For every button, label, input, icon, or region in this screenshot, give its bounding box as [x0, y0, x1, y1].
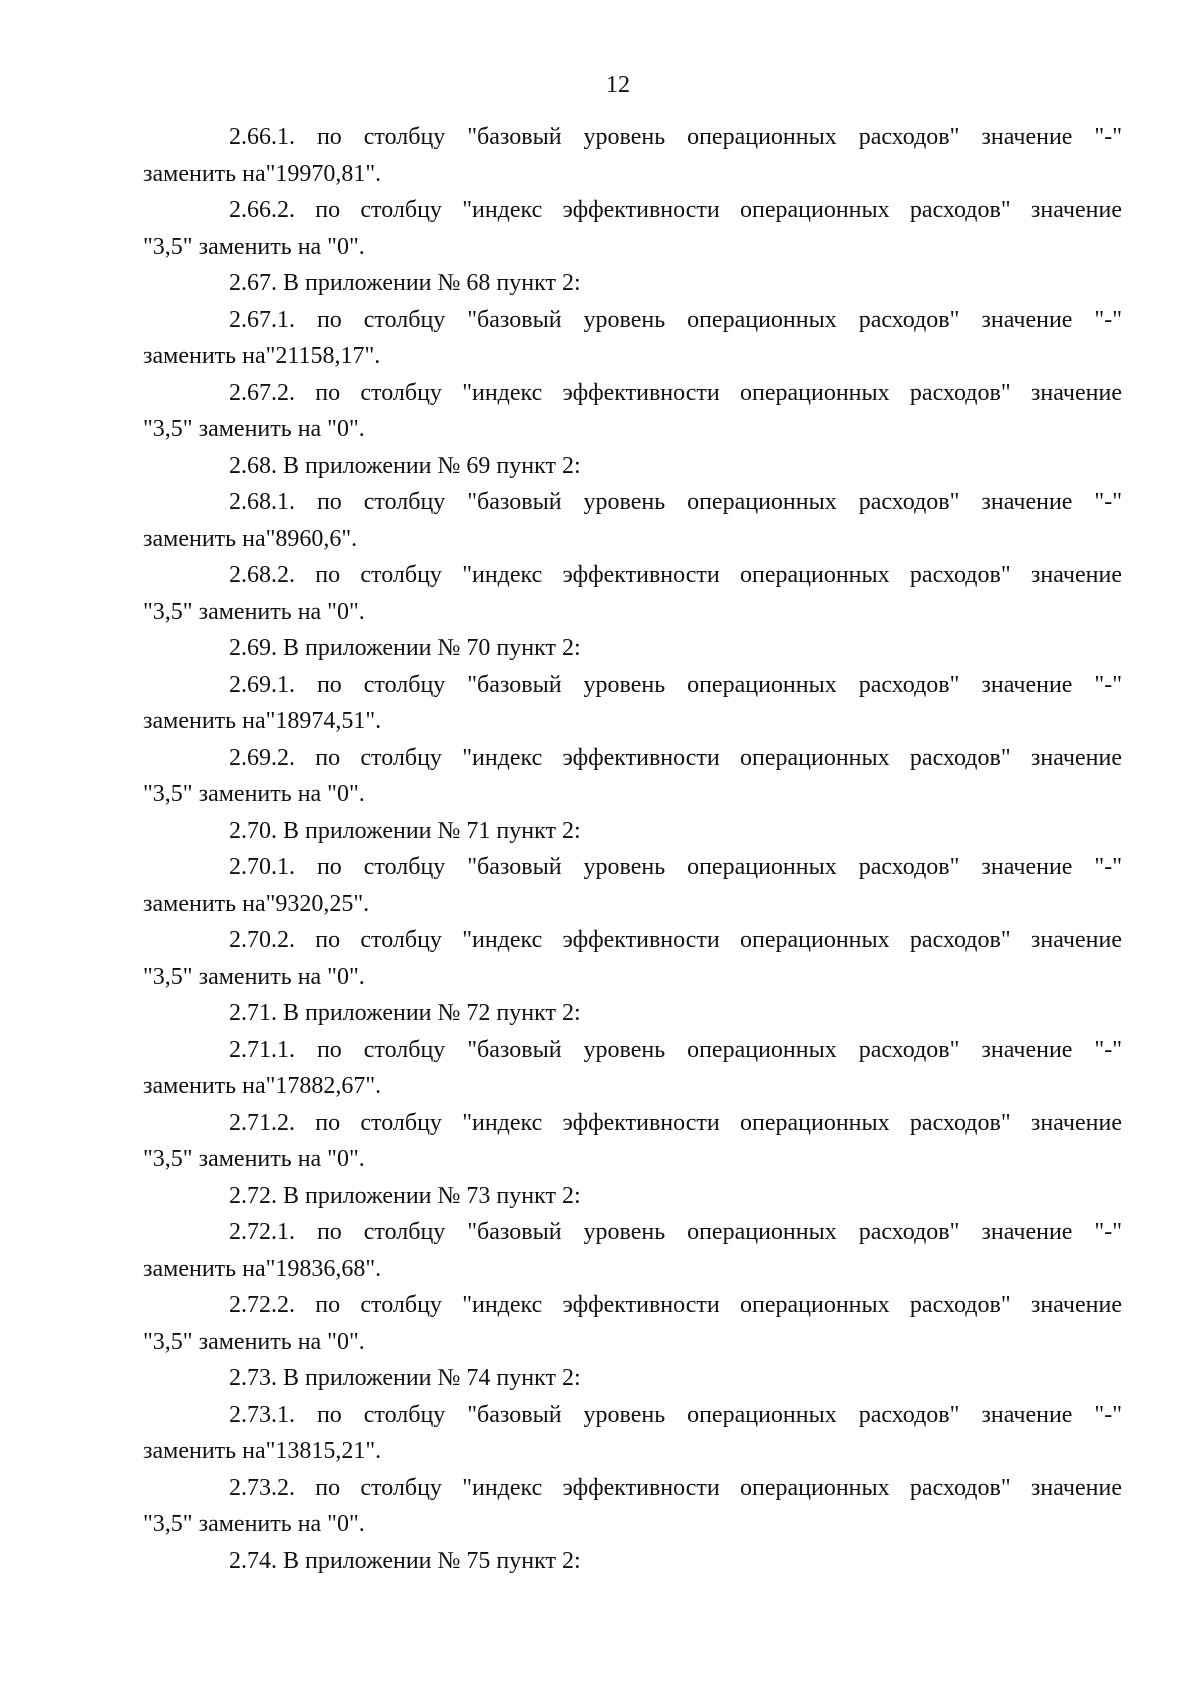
paragraph-text: 2.73. В приложении № 74 пункт 2: — [229, 1365, 581, 1391]
paragraph-line-continuation: заменить на"13815,21". — [143, 1438, 382, 1464]
paragraph — [143, 375, 1122, 448]
page-number: 12 — [606, 72, 630, 98]
paragraph — [143, 1397, 1122, 1470]
paragraph-line-continuation: заменить на"19836,68". — [143, 1255, 382, 1282]
paragraph — [143, 119, 1122, 192]
paragraph — [143, 192, 1122, 265]
paragraph-line-first: 2.66.1. по столбцу "базовый уровень операционных расходов" значение "-" — [229, 124, 1122, 150]
paragraph-line-first: 2.72.2. по столбцу "индекс эффективности операционных расходов" значение — [229, 1292, 1122, 1318]
paragraph — [143, 740, 1122, 813]
paragraph-line-continuation: "3,5" заменить на "0". — [143, 1511, 365, 1537]
paragraph-text: 2.71. В приложении № 72 пункт 2: — [229, 1000, 581, 1026]
paragraph — [143, 922, 1122, 995]
paragraph-line-first: 2.70.1. по столбцу "базовый уровень операционных расходов" значение "-" — [229, 854, 1122, 880]
paragraph-line-continuation: "3,5" заменить на "0". — [143, 598, 365, 625]
paragraph-line-continuation: заменить на"18974,51". — [143, 708, 382, 734]
paragraph-line-first: 2.67.1. по столбцу "базовый уровень операционных расходов" значение "-" — [229, 306, 1122, 333]
paragraph-line-first: 2.71.1. по столбцу "базовый уровень операционных расходов" значение "-" — [229, 1036, 1122, 1063]
paragraph — [143, 1470, 1122, 1543]
paragraph-line-continuation: заменить на"9320,25". — [143, 890, 370, 917]
paragraph — [143, 1214, 1122, 1287]
paragraph-text: 2.70. В приложении № 71 пункт 2: — [229, 817, 581, 844]
paragraph-line-first: 2.69.1. по столбцу "базовый уровень операционных расходов" значение "-" — [229, 671, 1122, 698]
paragraph-line-first: 2.68.1. по столбцу "базовый уровень операционных расходов" значение "-" — [229, 489, 1122, 515]
paragraph-line-continuation: "3,5" заменить на "0". — [143, 963, 365, 990]
paragraph — [143, 448, 1122, 485]
paragraph — [143, 265, 1122, 302]
paragraph-line-first: 2.73.2. по столбцу "индекс эффективности операционных расходов" значение — [229, 1474, 1122, 1501]
paragraph — [143, 813, 1122, 850]
paragraph-text: 2.69. В приложении № 70 пункт 2: — [229, 635, 581, 661]
paragraph-line-first: 2.68.2. по столбцу "индекс эффективности операционных расходов" значение — [229, 562, 1122, 588]
paragraph-line-first: 2.70.2. по столбцу "индекс эффективности операционных расходов" значение — [229, 927, 1122, 953]
paragraph — [143, 1105, 1122, 1178]
paragraph-text: 2.68. В приложении № 69 пункт 2: — [229, 452, 581, 479]
paragraph-line-first: 2.73.1. по столбцу "базовый уровень операционных расходов" значение "-" — [229, 1401, 1122, 1428]
paragraph-line-continuation: "3,5" заменить на "0". — [143, 233, 365, 260]
paragraph — [143, 484, 1122, 557]
paragraph-line-continuation: заменить на"21158,17". — [143, 343, 381, 369]
paragraph — [143, 302, 1122, 375]
paragraph-line-continuation: заменить на"8960,6". — [143, 525, 358, 552]
paragraph-line-continuation: "3,5" заменить на "0". — [143, 781, 365, 807]
paragraph — [143, 1287, 1122, 1360]
paragraph-line-continuation: "3,5" заменить на "0". — [143, 1146, 365, 1172]
paragraph-text: 2.67. В приложении № 68 пункт 2: — [229, 270, 581, 296]
paragraph — [143, 557, 1122, 630]
paragraph-line-first: 2.71.2. по столбцу "индекс эффективности операционных расходов" значение — [229, 1109, 1122, 1136]
paragraph — [143, 1543, 1122, 1580]
paragraph-text: 2.74. В приложении № 75 пункт 2: — [229, 1547, 581, 1574]
paragraph — [143, 667, 1122, 740]
paragraph-line-first: 2.67.2. по столбцу "индекс эффективности операционных расходов" значение — [229, 379, 1122, 406]
paragraph — [143, 1360, 1122, 1397]
paragraph — [143, 995, 1122, 1032]
paragraph — [143, 1178, 1122, 1215]
paragraph-line-continuation: "3,5" заменить на "0". — [143, 1328, 365, 1355]
paragraph-line-continuation: "3,5" заменить на "0". — [143, 416, 365, 442]
paragraph — [143, 630, 1122, 667]
paragraph-line-continuation: заменить на"17882,67". — [143, 1073, 382, 1099]
paragraph — [143, 849, 1122, 922]
paragraph-line-first: 2.72.1. по столбцу "базовый уровень операционных расходов" значение "-" — [229, 1219, 1122, 1245]
paragraph-line-first: 2.66.2. по столбцу "индекс эффективности операционных расходов" значение — [229, 197, 1122, 223]
paragraph-text: 2.72. В приложении № 73 пункт 2: — [229, 1182, 581, 1209]
paragraph-line-first: 2.69.2. по столбцу "индекс эффективности операционных расходов" значение — [229, 744, 1122, 771]
document-body — [143, 119, 1122, 1579]
paragraph-line-continuation: заменить на"19970,81". — [143, 160, 382, 187]
paragraph — [143, 1032, 1122, 1105]
